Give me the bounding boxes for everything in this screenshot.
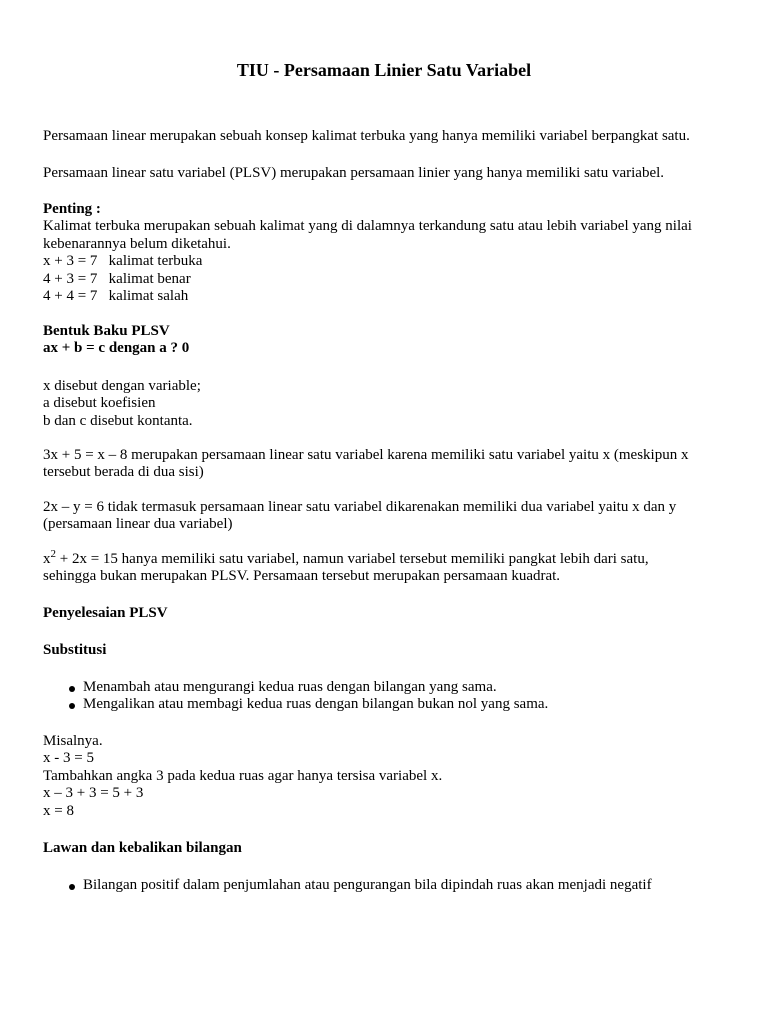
misalnya-line: Misalnya. bbox=[43, 733, 103, 749]
list-item bbox=[43, 679, 723, 696]
intro-text-1: Persamaan linear merupakan sebuah konsep kalimat terbuka yang hanya memiliki variabel berpangkat satu. bbox=[43, 128, 690, 144]
list-item bbox=[43, 696, 723, 713]
penting-example-3: 4 + 4 = 7 kalimat salah bbox=[43, 288, 189, 305]
penting-heading: Penting : bbox=[43, 201, 101, 217]
penting-section bbox=[43, 201, 723, 305]
list-item-text: Mengalikan atau membagi kedua ruas dengan bilangan bukan nol yang sama. bbox=[83, 696, 549, 713]
misalnya-line: Tambahkan angka 3 pada kedua ruas agar hanya tersisa variabel x. bbox=[43, 767, 443, 784]
page-title: TIU - Persamaan Linier Satu Variabel bbox=[236, 60, 532, 80]
penting-text-line-2: kebenarannya belum diketahui. bbox=[43, 235, 231, 252]
definition-item: a disebut koefisien bbox=[43, 395, 156, 412]
example-3-rest: + 2x = 15 hanya memiliki satu variabel, namun variabel tersebut memiliki pangkat lebih dari satu, bbox=[56, 551, 649, 567]
substitusi-list bbox=[43, 679, 723, 714]
example-2-line-2: (persamaan linear dua variabel) bbox=[43, 516, 233, 533]
bentuk-baku-section bbox=[43, 323, 723, 358]
intro-paragraph-1 bbox=[43, 128, 723, 145]
substitusi-heading: Substitusi bbox=[43, 642, 107, 658]
bentuk-baku-heading: Bentuk Baku PLSV bbox=[43, 323, 170, 339]
misalnya-block bbox=[43, 733, 723, 820]
penting-example-1: x + 3 = 7 kalimat terbuka bbox=[43, 253, 203, 270]
lawan-list bbox=[43, 877, 723, 894]
example-2 bbox=[43, 499, 723, 534]
example-2-line-1: 2x – y = 6 tidak termasuk persamaan linear satu variabel dikarenakan memiliki dua variabel yaitu x dan y bbox=[43, 499, 677, 515]
list-item-text: Menambah atau mengurangi kedua ruas dengan bilangan yang sama. bbox=[83, 679, 497, 695]
intro-text-2: Persamaan linear satu variabel (PLSV) merupakan persamaan linier yang hanya memiliki satu variabel. bbox=[43, 165, 665, 181]
misalnya-line: x = 8 bbox=[43, 802, 74, 819]
definition-item: x disebut dengan variable; bbox=[43, 378, 201, 394]
list-item-text: Bilangan positif dalam penjumlahan atau pengurangan bila dipindah ruas akan menjadi negatif bbox=[83, 877, 652, 893]
exponent: 2 bbox=[50, 548, 56, 560]
lawan-heading: Lawan dan kebalikan bilangan bbox=[43, 840, 242, 856]
bullet-icon bbox=[69, 703, 75, 709]
example-3 bbox=[43, 548, 723, 586]
definitions bbox=[43, 378, 723, 430]
penting-text-line-1: Kalimat terbuka merupakan sebuah kalimat yang di dalamnya terkandung satu atau lebih variabel yang nilai bbox=[43, 218, 692, 235]
example-3-line-1 bbox=[43, 548, 723, 568]
example-1 bbox=[43, 447, 723, 482]
penting-example-2: 4 + 3 = 7 kalimat benar bbox=[43, 270, 191, 287]
example-3-base: x bbox=[43, 551, 51, 567]
list-item bbox=[43, 877, 723, 894]
example-1-line-2: tersebut berada di dua sisi) bbox=[43, 464, 204, 481]
example-1-line-1: 3x + 5 = x – 8 merupakan persamaan linear satu variabel karena memiliki satu variabel yaitu x (meskipun x bbox=[43, 447, 689, 463]
intro-paragraph-2 bbox=[43, 165, 723, 182]
misalnya-line: x - 3 = 5 bbox=[43, 750, 94, 767]
bullet-icon bbox=[69, 884, 75, 890]
misalnya-line: x – 3 + 3 = 5 + 3 bbox=[43, 785, 144, 802]
example-3-line-2: sehingga bukan merupakan PLSV. Persamaan tersebut merupakan persamaan kuadrat. bbox=[43, 568, 561, 585]
penyelesaian-heading: Penyelesaian PLSV bbox=[43, 605, 168, 621]
definition-item: b dan c disebut kontanta. bbox=[43, 412, 193, 429]
bentuk-baku-formula: ax + b = c dengan a ? 0 bbox=[43, 340, 190, 357]
bullet-icon bbox=[69, 686, 75, 692]
